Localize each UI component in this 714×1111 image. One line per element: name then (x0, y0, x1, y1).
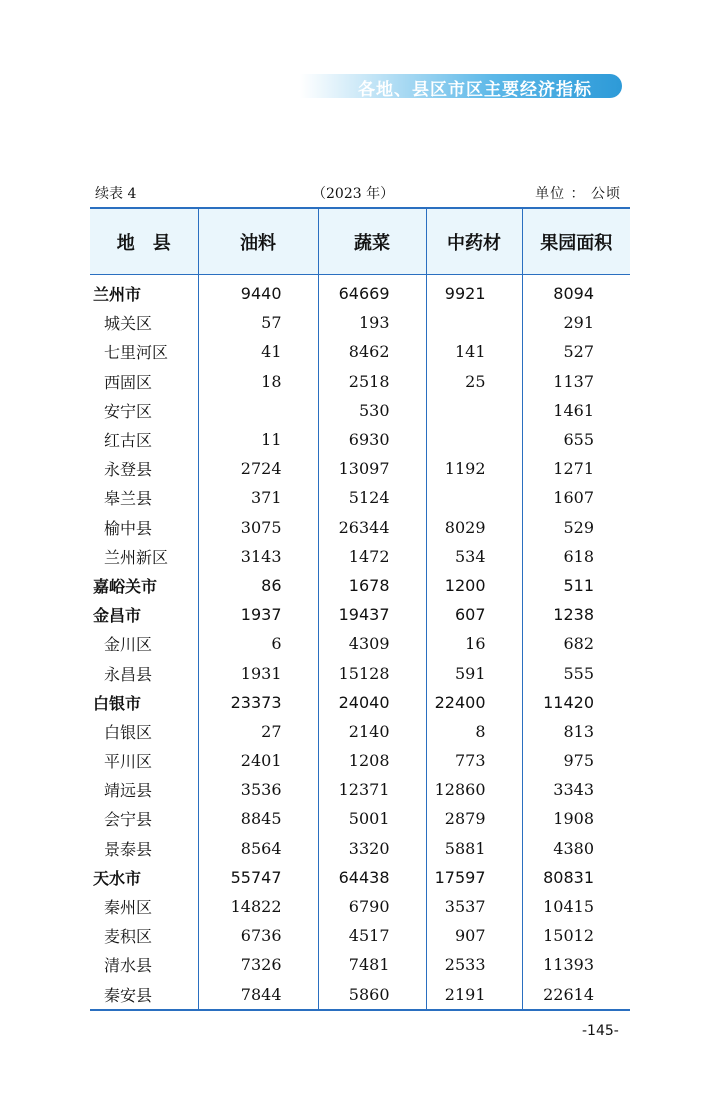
medicinal-herbs-cell (426, 308, 522, 337)
table-row-district (90, 717, 630, 746)
medicinal-herbs-cell: 534 (426, 542, 522, 571)
vegetables-cell: 6790 (318, 892, 426, 921)
orchard-area-cell: 682 (522, 629, 630, 658)
orchard-area-cell: 80831 (522, 863, 630, 892)
medicinal-herbs-cell: 773 (426, 746, 522, 775)
orchard-area-cell: 22614 (522, 980, 630, 1009)
region-name-cell: 会宁县 (104, 810, 153, 830)
vegetables-cell: 4309 (318, 629, 426, 658)
vegetables-cell: 6930 (318, 425, 426, 454)
orchard-area-cell: 618 (522, 542, 630, 571)
oil-crops-cell: 27 (198, 717, 318, 746)
medicinal-herbs-cell (426, 396, 522, 425)
vegetables-cell: 193 (318, 308, 426, 337)
section-banner (300, 74, 622, 98)
table-row-city (90, 863, 630, 892)
table-row-district (90, 775, 630, 804)
orchard-area-cell: 655 (522, 425, 630, 454)
medicinal-herbs-cell: 2533 (426, 950, 522, 979)
vegetables-cell: 4517 (318, 921, 426, 950)
region-name-cell: 白银市 (93, 693, 142, 713)
oil-crops-cell: 7844 (198, 980, 318, 1009)
column-header-medicinal-herbs: 中药材 (426, 209, 522, 275)
table-row-district (90, 454, 630, 483)
region-name-cell: 秦州区 (104, 898, 153, 918)
table-row-district (90, 308, 630, 337)
region-name-cell: 靖远县 (104, 781, 153, 801)
column-header-oil-crops: 油料 (198, 209, 318, 275)
oil-crops-cell: 11 (198, 425, 318, 454)
vegetables-cell: 26344 (318, 513, 426, 542)
oil-crops-cell: 1931 (198, 658, 318, 687)
table-year: （2023 年） (312, 186, 395, 202)
oil-crops-cell: 57 (198, 308, 318, 337)
medicinal-herbs-cell (426, 483, 522, 512)
medicinal-herbs-cell: 25 (426, 367, 522, 396)
column-header-region: 地 县 (90, 209, 198, 275)
medicinal-herbs-cell: 8 (426, 717, 522, 746)
oil-crops-cell: 3075 (198, 513, 318, 542)
vegetables-cell: 5860 (318, 980, 426, 1009)
orchard-area-cell: 10415 (522, 892, 630, 921)
region-name-cell: 七里河区 (104, 343, 169, 363)
oil-crops-cell: 8564 (198, 834, 318, 863)
banner-title: 各地、县区市区主要经济指标 (358, 80, 592, 100)
region-name-cell: 城关区 (104, 314, 153, 334)
table-body (90, 275, 630, 1009)
orchard-area-cell: 15012 (522, 921, 630, 950)
table-row-district (90, 804, 630, 833)
medicinal-herbs-cell: 22400 (426, 688, 522, 717)
vegetables-cell: 64669 (318, 275, 426, 309)
region-name-cell: 清水县 (104, 956, 153, 976)
orchard-area-cell: 1271 (522, 454, 630, 483)
vegetables-cell: 64438 (318, 863, 426, 892)
oil-crops-cell: 2401 (198, 746, 318, 775)
region-name-cell: 皋兰县 (104, 489, 153, 509)
orchard-area-cell: 4380 (522, 834, 630, 863)
table-continuation-label: 续表 4 (95, 186, 137, 202)
region-name-cell: 白银区 (104, 722, 153, 742)
table-row-district (90, 483, 630, 512)
vegetables-cell: 530 (318, 396, 426, 425)
region-name-cell: 麦积区 (104, 927, 153, 947)
medicinal-herbs-cell: 17597 (426, 863, 522, 892)
region-name-cell: 金川区 (104, 635, 153, 655)
oil-crops-cell (198, 396, 318, 425)
vegetables-cell: 8462 (318, 337, 426, 366)
region-name-cell: 平川区 (104, 752, 153, 772)
region-name-cell: 榆中县 (104, 518, 153, 538)
table-row-city (90, 600, 630, 629)
oil-crops-cell: 8845 (198, 804, 318, 833)
oil-crops-cell: 18 (198, 367, 318, 396)
medicinal-herbs-cell: 141 (426, 337, 522, 366)
medicinal-herbs-cell: 607 (426, 600, 522, 629)
region-name-cell: 秦安县 (104, 985, 153, 1005)
oil-crops-cell: 6 (198, 629, 318, 658)
vegetables-cell: 1678 (318, 571, 426, 600)
oil-crops-cell: 1937 (198, 600, 318, 629)
vegetables-cell: 15128 (318, 658, 426, 687)
table-row-district (90, 513, 630, 542)
oil-crops-cell: 86 (198, 571, 318, 600)
region-name-cell: 兰州新区 (104, 547, 169, 567)
oil-crops-cell: 3536 (198, 775, 318, 804)
vegetables-cell: 7481 (318, 950, 426, 979)
medicinal-herbs-cell (426, 425, 522, 454)
table-row-district (90, 367, 630, 396)
table-row-district (90, 629, 630, 658)
table-row-district (90, 746, 630, 775)
medicinal-herbs-cell: 5881 (426, 834, 522, 863)
region-name-cell: 红古区 (104, 431, 153, 451)
medicinal-herbs-cell: 16 (426, 629, 522, 658)
medicinal-herbs-cell: 8029 (426, 513, 522, 542)
vegetables-cell: 2140 (318, 717, 426, 746)
region-name-cell: 金昌市 (93, 606, 142, 626)
oil-crops-cell: 23373 (198, 688, 318, 717)
page-number: -145- (582, 1023, 619, 1039)
table-row-district (90, 892, 630, 921)
table-row-district (90, 921, 630, 950)
region-name-cell: 景泰县 (104, 839, 153, 859)
vegetables-cell: 13097 (318, 454, 426, 483)
region-name-cell: 永登县 (104, 460, 153, 480)
orchard-area-cell: 11393 (522, 950, 630, 979)
vegetables-cell: 12371 (318, 775, 426, 804)
table-row-city (90, 688, 630, 717)
medicinal-herbs-cell: 3537 (426, 892, 522, 921)
table-row-district (90, 658, 630, 687)
orchard-area-cell: 291 (522, 308, 630, 337)
orchard-area-cell: 511 (522, 571, 630, 600)
region-name-cell: 西固区 (104, 372, 153, 392)
oil-crops-cell: 7326 (198, 950, 318, 979)
economic-indicators-table (90, 209, 630, 1009)
oil-crops-cell: 3143 (198, 542, 318, 571)
table-header (90, 209, 630, 275)
orchard-area-cell: 813 (522, 717, 630, 746)
vegetables-cell: 19437 (318, 600, 426, 629)
vegetables-cell: 1472 (318, 542, 426, 571)
orchard-area-cell: 1908 (522, 804, 630, 833)
orchard-area-cell: 1607 (522, 483, 630, 512)
oil-crops-cell: 9440 (198, 275, 318, 309)
orchard-area-cell: 975 (522, 746, 630, 775)
oil-crops-cell: 2724 (198, 454, 318, 483)
table-unit: 单位 ： 公顷 (535, 186, 621, 202)
medicinal-herbs-cell: 591 (426, 658, 522, 687)
table-row-district (90, 834, 630, 863)
medicinal-herbs-cell: 2879 (426, 804, 522, 833)
orchard-area-cell: 529 (522, 513, 630, 542)
vegetables-cell: 2518 (318, 367, 426, 396)
region-name-cell: 嘉峪关市 (93, 576, 158, 596)
orchard-area-cell: 1461 (522, 396, 630, 425)
table-row-district (90, 950, 630, 979)
region-name-cell: 天水市 (93, 868, 142, 888)
orchard-area-cell: 555 (522, 658, 630, 687)
oil-crops-cell: 14822 (198, 892, 318, 921)
table-row-district (90, 542, 630, 571)
oil-crops-cell: 41 (198, 337, 318, 366)
orchard-area-cell: 8094 (522, 275, 630, 309)
vegetables-cell: 5001 (318, 804, 426, 833)
vegetables-cell: 5124 (318, 483, 426, 512)
table-row-district (90, 425, 630, 454)
table-row-city (90, 571, 630, 600)
medicinal-herbs-cell: 12860 (426, 775, 522, 804)
data-table-container (90, 207, 630, 1011)
orchard-area-cell: 1238 (522, 600, 630, 629)
region-name-cell: 安宁区 (104, 401, 153, 421)
column-header-vegetables: 蔬菜 (318, 209, 426, 275)
vegetables-cell: 1208 (318, 746, 426, 775)
orchard-area-cell: 1137 (522, 367, 630, 396)
table-row-district (90, 980, 630, 1009)
region-name-cell: 兰州市 (93, 285, 142, 305)
region-name-cell: 永昌县 (104, 664, 153, 684)
table-row-district (90, 337, 630, 366)
table-bottom-rule (90, 1009, 630, 1011)
medicinal-herbs-cell: 907 (426, 921, 522, 950)
medicinal-herbs-cell: 9921 (426, 275, 522, 309)
vegetables-cell: 24040 (318, 688, 426, 717)
medicinal-herbs-cell: 1192 (426, 454, 522, 483)
vegetables-cell: 3320 (318, 834, 426, 863)
medicinal-herbs-cell: 2191 (426, 980, 522, 1009)
oil-crops-cell: 6736 (198, 921, 318, 950)
orchard-area-cell: 527 (522, 337, 630, 366)
column-header-orchard-area: 果园面积 (522, 209, 630, 275)
table-row-city (90, 275, 630, 309)
table-row-district (90, 396, 630, 425)
oil-crops-cell: 371 (198, 483, 318, 512)
orchard-area-cell: 11420 (522, 688, 630, 717)
medicinal-herbs-cell: 1200 (426, 571, 522, 600)
orchard-area-cell: 3343 (522, 775, 630, 804)
oil-crops-cell: 55747 (198, 863, 318, 892)
